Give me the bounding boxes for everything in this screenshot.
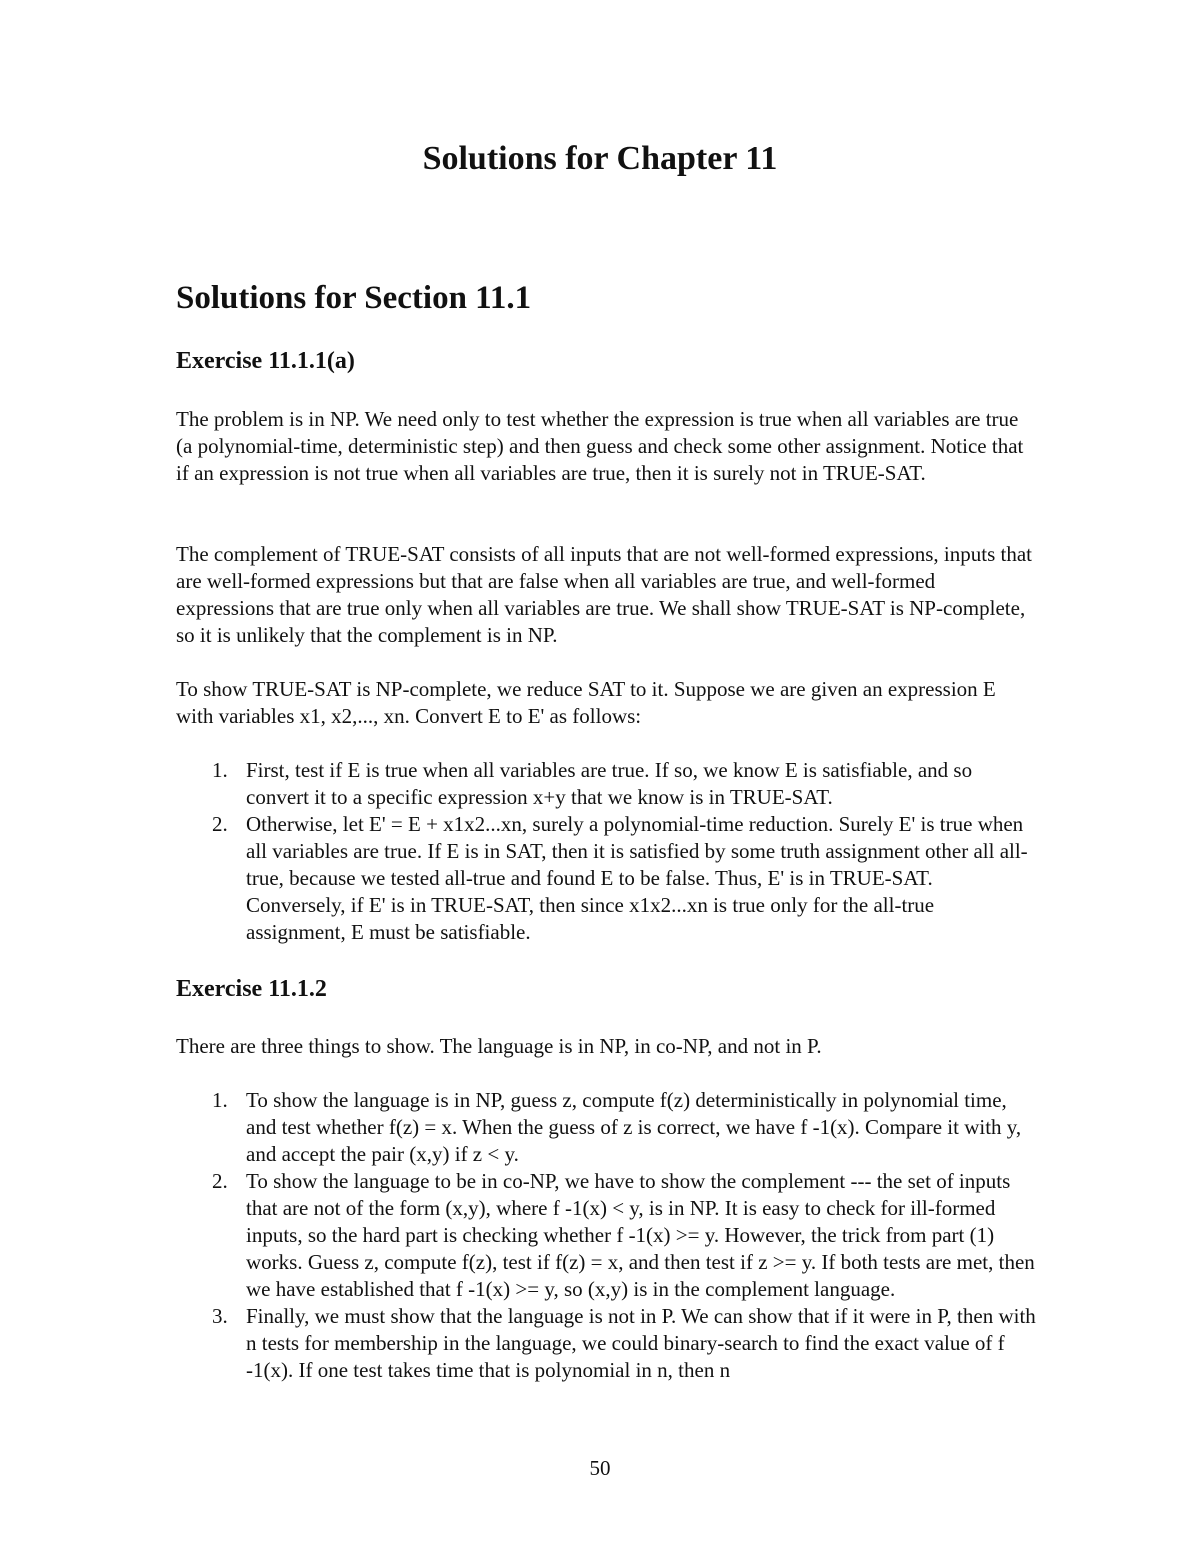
paragraph: The problem is in NP. We need only to test whether the expression is true when all variables are true (a polynomial-time, deterministic step) and then guess and check some other assignment. Notice that if an expression is not true when all variables are true, then it is surely not in TRUE-SAT. (176, 407, 1024, 485)
list-item-text: First, test if E is true when all variables are true. If so, we know E is satisfiable, and so convert it to a specific expression x+y that we know is in TRUE-SAT. (246, 758, 973, 809)
list-item (176, 1168, 1036, 1303)
exercise-title: Exercise 11.1.2 (176, 976, 327, 1002)
list-item-text: To show the language is in NP, guess z, compute f(z) deterministically in polynomial time, and test whether f(z) = x. When the guess of z is correct, we have f -1(x). Compare it with y, and accept the pair (x,y) if z < y. (246, 1088, 1022, 1166)
paragraph: There are three things to show. The language is in NP, in co-NP, and not in P. (176, 1034, 822, 1058)
list-number: 2. (212, 1169, 228, 1193)
list-item-text: To show the language to be in co-NP, we have to show the complement --- the set of inputs that are not of the form (x,y), where f -1(x) < y, is in NP. It is easy to check for ill-formed inputs, so the hard part is checking whether f -1(x) >= y. However, the trick from part (1) works. Guess z, compute f(z), test if f(z) = x, and then test if z >= y. If both tests are met, then we have established that f -1(x) >= y, so (x,y) is in the complement language. (246, 1169, 1035, 1301)
list-item (176, 1303, 1036, 1384)
list-item-text: Otherwise, let E' = E + x1x2...xn, surely a polynomial-time reduction. Surely E' is true when all variables are true. If E is in SAT, then it is satisfied by some truth assignment other all all-true, because we tested all-true and found E to be false. Thus, E' is in TRUE-SAT. Conversely, if E' is in TRUE-SAT, then since x1x2...xn is true only for the all-true assignment, E must be satisfiable. (246, 812, 1028, 944)
list-number: 1. (212, 1088, 228, 1112)
list-number: 1. (212, 758, 228, 782)
numbered-list (176, 757, 1036, 946)
numbered-list (176, 1087, 1036, 1384)
list-number: 3. (212, 1304, 228, 1328)
list-item (176, 757, 1036, 811)
list-item (176, 811, 1036, 946)
list-item (176, 1087, 1036, 1168)
list-item-text: Finally, we must show that the language is not in P. We can show that if it were in P, then with n tests for membership in the language, we could binary-search to find the exact value of f -1(x). If one test takes time that is polynomial in n, then n (246, 1304, 1036, 1382)
page-number: 50 (589, 1456, 611, 1480)
section-title: Solutions for Section 11.1 (176, 280, 532, 316)
chapter-title: Solutions for Chapter 11 (422, 140, 778, 177)
paragraph: The complement of TRUE-SAT consists of all inputs that are not well-formed expressions, inputs that are well-formed expressions but that are false when all variables are true, and well-formed expressions that are true only when all variables are true. We shall show TRUE-SAT is NP-complete, so it is unlikely that the complement is in NP. (176, 542, 1032, 647)
paragraph: To show TRUE-SAT is NP-complete, we reduce SAT to it. Suppose we are given an expression E with variables x1, x2,..., xn. Convert E to E' as follows: (176, 677, 996, 728)
exercise-title: Exercise 11.1.1(a) (176, 348, 355, 374)
list-number: 2. (212, 812, 228, 836)
